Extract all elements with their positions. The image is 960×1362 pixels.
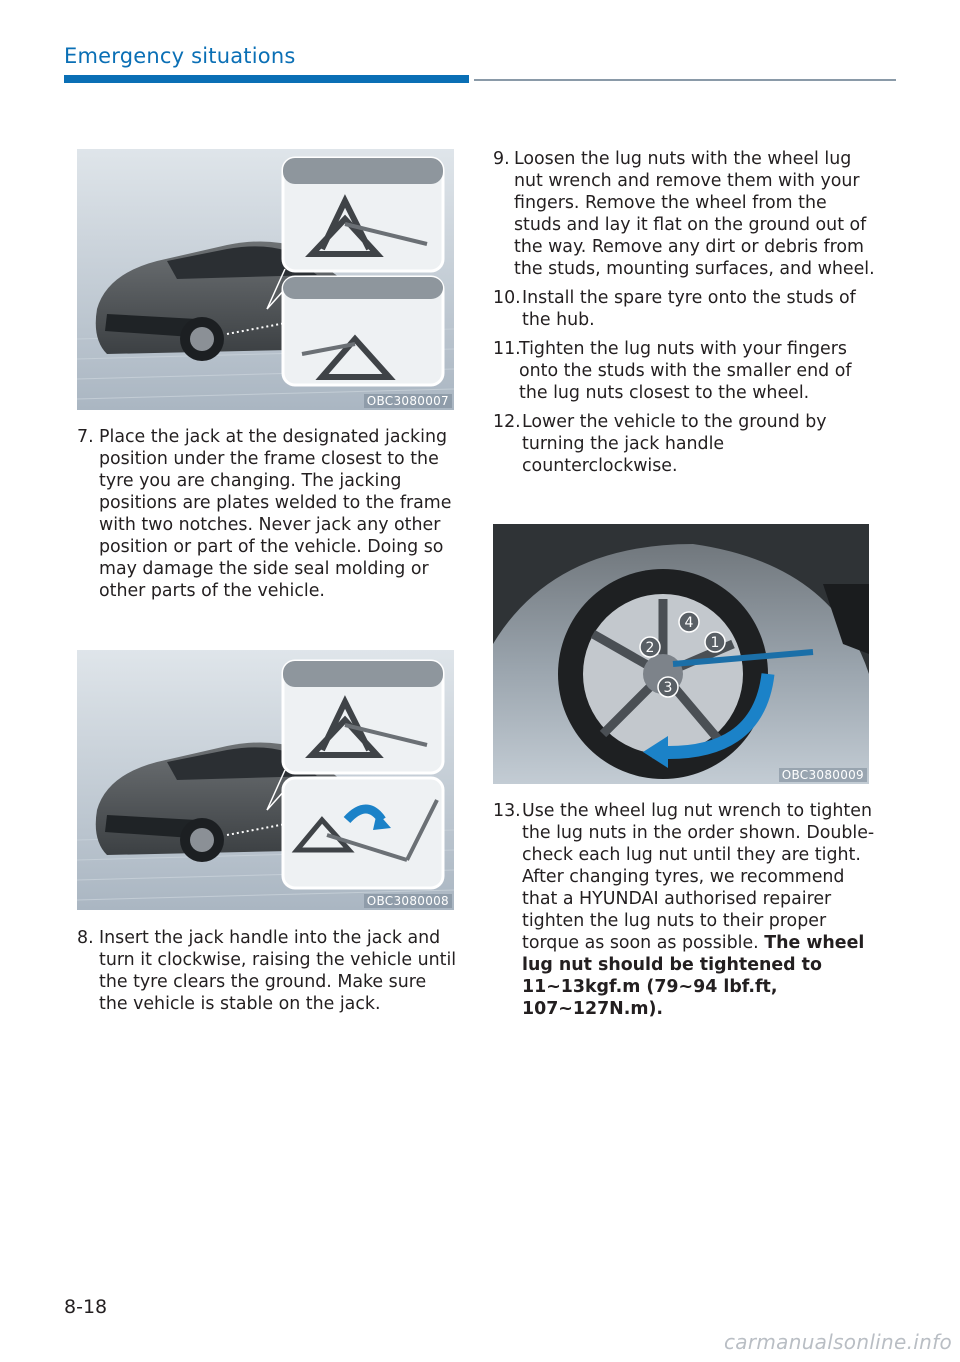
step-text: Tighten the lug nuts with your fingers onto the studs with the smaller end of the lug nuts closest to the wheel. — [519, 339, 852, 403]
figure-jack-position — [77, 149, 454, 410]
step-text: Place the jack at the designated jacking position under the frame closest to the tyre you are changing. The jacking positions are plates welded to the frame with two notches. Never jack any other position or part of the vehicle. Doing so may damage the side seal molding or other parts of the vehicle. — [99, 427, 452, 601]
figure-lug-nut-order — [493, 524, 869, 784]
step-number: 11. — [493, 339, 521, 359]
steps-left-lower — [77, 927, 457, 1022]
section-title: Emergency situations — [64, 44, 296, 68]
figure-code: OBC3080008 — [364, 894, 452, 908]
step-7 — [77, 426, 457, 602]
step-text: Loosen the lug nuts with the wheel lug nut wrench and remove them with your fingers. Remove the wheel from the studs and lay it flat on the ground out of the way. Remove any dirt or debris from the studs, mounting surfaces, and wheel. — [514, 149, 875, 279]
lug-number: 1 — [710, 635, 720, 651]
lug-nut-order-illustration — [493, 524, 869, 784]
header-rule-thick — [64, 75, 469, 83]
step-number: 8. — [77, 928, 94, 948]
page-number: 8-18 — [64, 1296, 108, 1318]
lug-number: 2 — [645, 640, 655, 656]
step-text: Install the spare tyre onto the studs of the hub. — [522, 288, 856, 330]
step-number: 12. — [493, 412, 521, 432]
torque-spec: The wheel lug nut should be tightened to 11~13kgf.m (79~94 lbf.ft, 107~127N.m). — [522, 933, 865, 1019]
steps-right-upper — [493, 148, 875, 484]
step-text-body: Use the wheel lug nut wrench to tighten the lug nuts in the order shown. Double-check each lug nut until they are tight. After changing tyres, we recommend that a HYUNDAI authorised repairer tighten the lug nuts to their proper torque as soon as possible. — [522, 801, 875, 953]
step-text — [493, 800, 875, 1020]
step-12 — [493, 411, 875, 477]
figure-jack-handle — [77, 650, 454, 910]
step-number: 7. — [77, 427, 94, 447]
step-text: Insert the jack handle into the jack and turn it clockwise, raising the vehicle until the tyre clears the ground. Make sure the vehicle is stable on the jack. — [99, 928, 457, 1014]
header-rule-thin — [474, 79, 896, 81]
figure-code: OBC3080007 — [364, 394, 452, 408]
step-11 — [493, 338, 875, 404]
watermark: carmanualsonline.info — [724, 1330, 952, 1354]
jack-position-illustration — [77, 149, 454, 410]
lug-number: 3 — [663, 680, 673, 696]
step-9 — [493, 148, 875, 280]
step-8 — [77, 927, 457, 1015]
step-number: 9. — [493, 149, 510, 169]
jack-handle-illustration — [77, 650, 454, 910]
step-10 — [493, 287, 875, 331]
step-number: 10. — [493, 288, 521, 308]
lug-number: 4 — [684, 615, 694, 631]
step-13 — [493, 800, 875, 1020]
step-text: Lower the vehicle to the ground by turning the jack handle counterclockwise. — [522, 412, 827, 476]
figure-code: OBC3080009 — [779, 768, 867, 782]
steps-right-lower — [493, 800, 875, 1027]
steps-left-upper — [77, 426, 457, 609]
step-number: 13. — [493, 801, 521, 821]
